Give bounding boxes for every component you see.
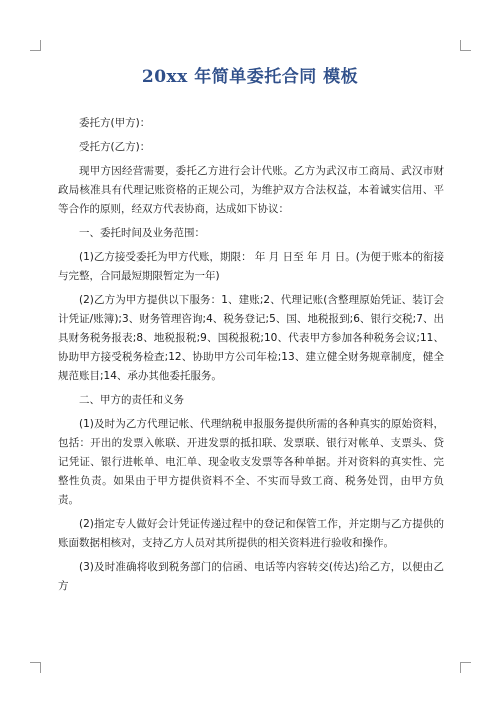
section-heading-2: 二、甲方的责任和义务 bbox=[79, 394, 184, 406]
party-b-line: 受托方(乙方)： bbox=[79, 141, 151, 153]
clause-2-3: (3)及时准确将收到税务部门的信函、电话等内容转交(传达)给乙方，以便由乙方 bbox=[58, 561, 444, 592]
document-title bbox=[40, 62, 460, 87]
party-a-line: 委托方(甲方)： bbox=[79, 117, 151, 129]
clause-1-2: (2)乙方为甲方提供以下服务：1、建账;2、代理记账(含整理原始凭证、装订会计凭证/账簿);3、财务管理咨询;4、税务登记;5、国、地税报到;6、银行交税;7、出具财务税务报表;8、地税报税;9、国税报税;10、代表甲方参加各种税务会议;11、协助甲方接受税务检查;12、协助甲方公司年检;13、建立健全财务规章制度，健全规范账目;14、承办其他委托服务。 bbox=[58, 294, 444, 382]
title-year: 20xx bbox=[141, 67, 188, 87]
crop-mark-top-right bbox=[460, 40, 471, 51]
crop-mark-bottom-left bbox=[30, 662, 41, 673]
clause-2-1: (1)及时为乙方代理记帐、代理纳税申报服务提供所需的各种真实的原始资料，包括：开出的发票入帐联、开进发票的抵扣联、发票联、银行对帐单、支票头、贷记凭证、银行进帐单、电汇单、现金收支发票等各种单据。并对资料的真实性、完整性负责。如果由于甲方提供资料不全、不实而导致工商、税务处罚，由甲方负责。 bbox=[58, 418, 444, 506]
clause-2-2: (2)指定专人做好会计凭证传递过程中的登记和保管工作，并定期与乙方提供的账面数据相核对，支持乙方人员对其所提供的相关资料进行验收和操作。 bbox=[58, 518, 444, 549]
intro-paragraph: 现甲方因经营需要，委托乙方进行会计代账。乙方为武汉市工商局、武汉市财政局核准具有代理记账资格的正规公司，为维护双方合法权益，本着诚实信用、平等合作的原则，经双方代表协商，达成如下协议： bbox=[58, 165, 444, 215]
crop-mark-bottom-right bbox=[460, 662, 471, 673]
document-body bbox=[58, 114, 444, 601]
crop-mark-top-left bbox=[30, 40, 41, 51]
clause-1-1: (1)乙方接受委托为甲方代账，期限： 年 月 日至 年 月 日。(为便于账本的衔接与完整，合同最短期限暂定为一年) bbox=[58, 251, 444, 282]
section-heading-1: 一、委托时间及业务范围： bbox=[79, 227, 205, 239]
title-text: 年简单委托合同 模板 bbox=[187, 67, 359, 87]
